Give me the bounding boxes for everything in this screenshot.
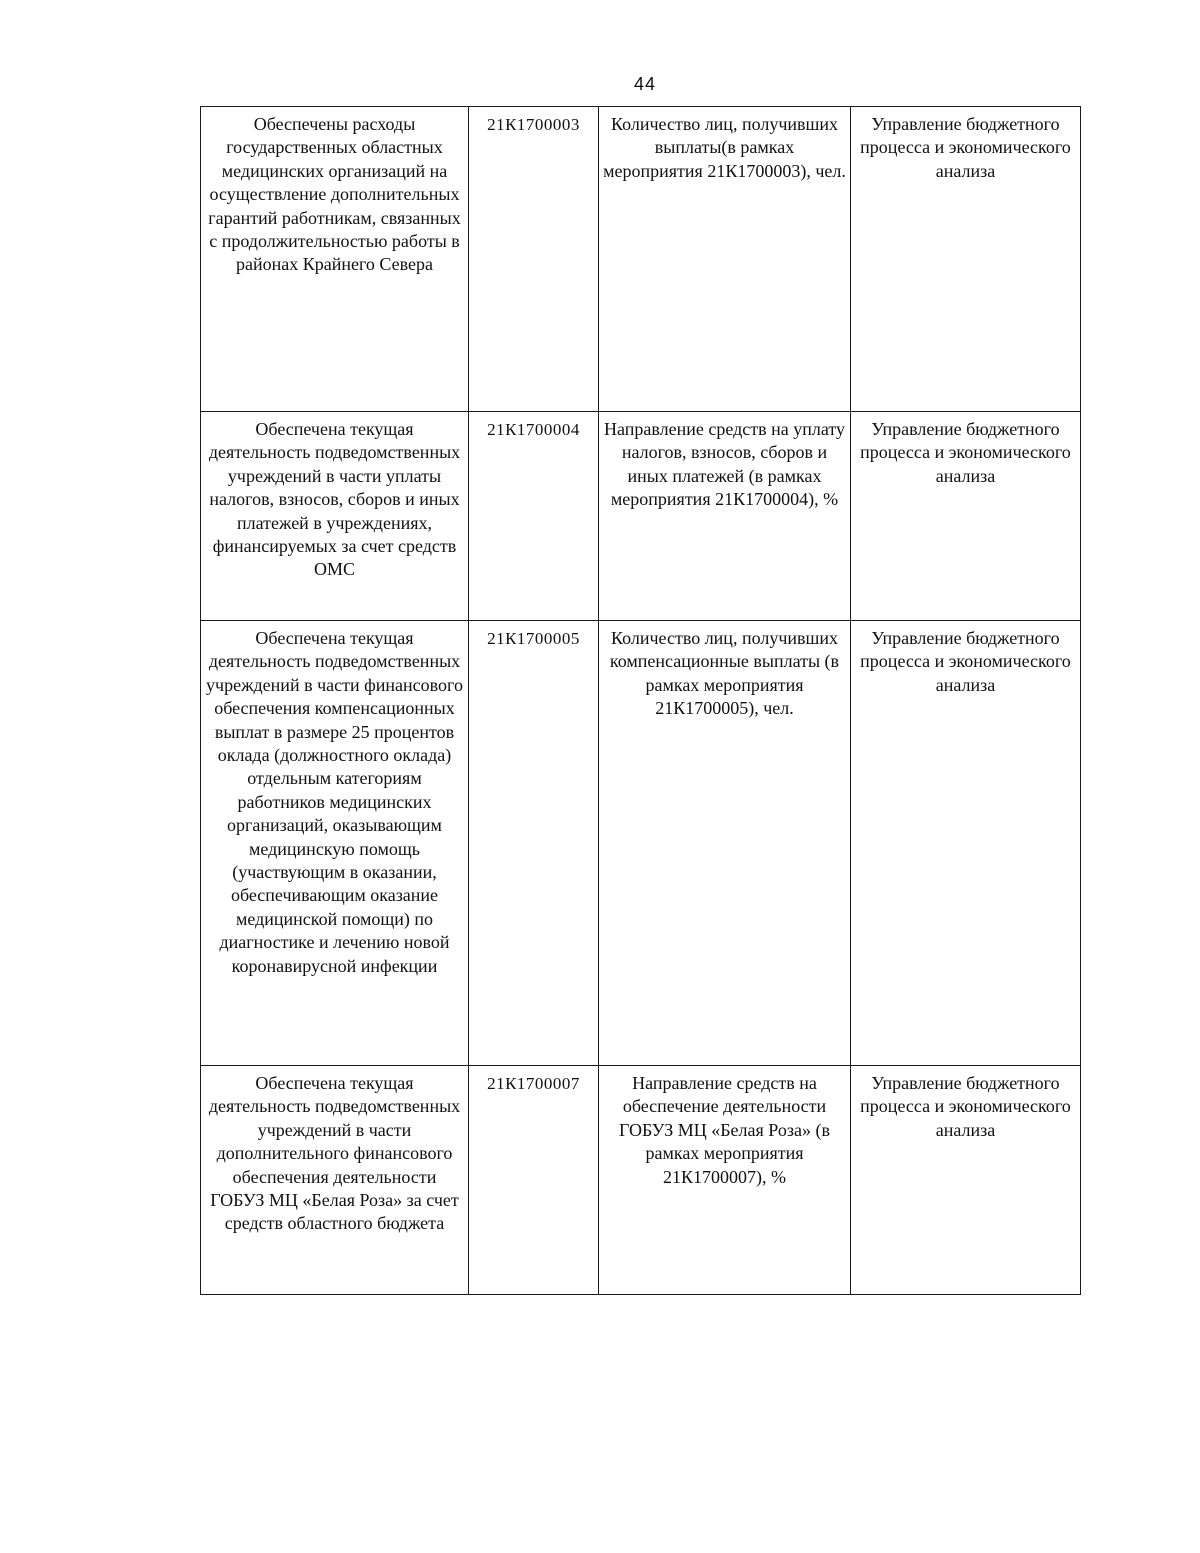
code-cell [469,107,599,412]
page-number: 44 [633,74,657,94]
responsible-cell [851,107,1081,412]
indicator-text: Количество лиц, получивших выплаты(в рамках мероприятия 21К1700003), чел. [603,114,846,181]
task-text: Обеспечена текущая деятельность подведомственных учреждений в части финансового обеспечения компенсационных выплат в размере 25 процентов оклада (должностного оклада) отдельным категориям работников медицинских организаций, оказывающим медицинскую помощь (участвующим в оказании, обеспечивающим оказание медицинской помощи) по диагностике и лечению новой коронавирусной инфекции [206,628,463,976]
code-text: 21К1700005 [487,629,580,648]
responsible-cell [851,1066,1081,1295]
table-row [201,621,1081,1066]
code-cell [469,1066,599,1295]
indicator-cell [599,412,851,621]
indicator-cell [599,621,851,1066]
responsible-text: Управление бюджетного процесса и экономического анализа [860,628,1071,695]
indicator-cell [599,1066,851,1295]
responsible-text: Управление бюджетного процесса и экономического анализа [860,114,1071,181]
code-text: 21К1700007 [487,1074,580,1093]
responsible-cell [851,621,1081,1066]
table-row [201,412,1081,621]
table-row [201,107,1081,412]
measures-table [200,106,1081,1295]
task-cell [201,412,469,621]
code-cell [469,412,599,621]
code-text: 21К1700004 [487,420,580,439]
task-text: Обеспечены расходы государственных областных медицинских организаций на осуществление дополнительных гарантий работникам, связанных с продолжительностью работы в районах Крайнего Севера [208,114,461,275]
responsible-text: Управление бюджетного процесса и экономического анализа [860,1073,1071,1140]
task-cell [201,107,469,412]
table-row [201,1066,1081,1295]
indicator-text: Количество лиц, получивших компенсационные выплаты (в рамках мероприятия 21К1700005), чел. [609,628,840,719]
indicator-text: Направление средств на уплату налогов, взносов, сборов и иных платежей (в рамках мероприятия 21К1700004), % [603,419,845,510]
responsible-cell [851,412,1081,621]
task-cell [201,621,469,1066]
indicator-text: Направление средств на обеспечение деятельности ГОБУЗ МЦ «Белая Роза» (в рамках мероприятия 21К1700007), % [619,1073,830,1187]
task-cell [201,1066,469,1295]
task-text: Обеспечена текущая деятельность подведомственных учреждений в части уплаты налогов, взносов, сборов и иных платежей в учреждениях, финансируемых за счет средств ОМС [208,419,461,580]
indicator-cell [599,107,851,412]
task-text: Обеспечена текущая деятельность подведомственных учреждений в части дополнительного финансового обеспечения деятельности ГОБУЗ МЦ «Белая Роза» за счет средств областного бюджета [208,1073,461,1234]
code-cell [469,621,599,1066]
code-text: 21К1700003 [487,115,580,134]
responsible-text: Управление бюджетного процесса и экономического анализа [860,419,1071,486]
